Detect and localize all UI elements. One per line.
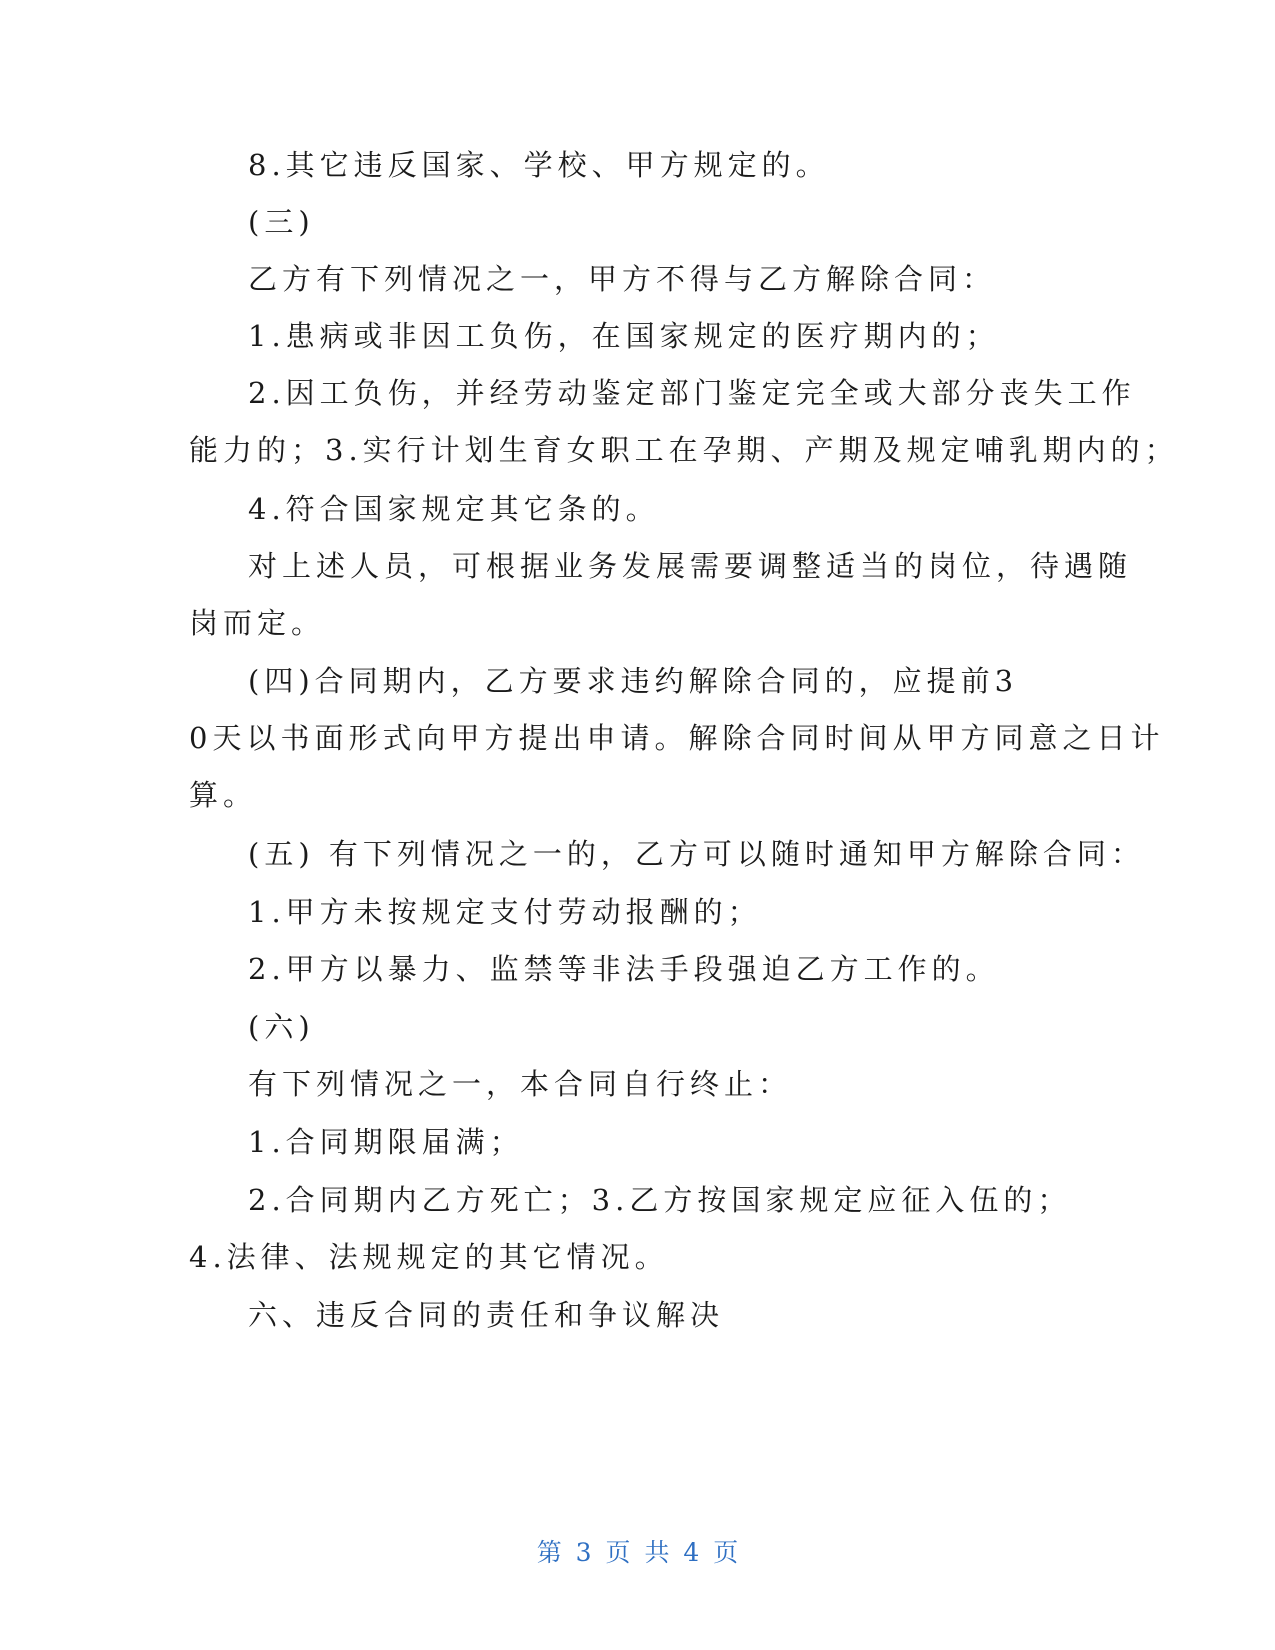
paragraph-line: 能力的；3.实行计划生育女职工在孕期、产期及规定哺乳期内的； xyxy=(189,433,1179,467)
paragraph-line: 4.符合国家规定其它条的。 xyxy=(248,492,660,526)
paragraph-line: (五) 有下列情况之一的，乙方可以随时通知甲方解除合同： xyxy=(248,837,1145,871)
paragraph-line: 2.因工负伤，并经劳动鉴定部门鉴定完全或大部分丧失工作 xyxy=(248,376,1136,410)
paragraph-line: 岗而定。 xyxy=(189,606,326,640)
section-heading-3: (三) xyxy=(248,205,315,239)
paragraph-line: 1.甲方未按规定支付劳动报酬的； xyxy=(248,895,762,929)
paragraph-line: 1.合同期限届满； xyxy=(248,1125,524,1159)
paragraph-line: 算。 xyxy=(189,778,258,812)
page-number-footer: 第 3 页 共 4 页 xyxy=(536,1538,739,1567)
paragraph-line: 8.其它违反国家、学校、甲方规定的。 xyxy=(248,148,830,182)
chapter-heading: 六、违反合同的责任和争议解决 xyxy=(248,1298,725,1332)
paragraph-line: 对上述人员，可根据业务发展需要调整适当的岗位，待遇随 xyxy=(248,549,1133,583)
paragraph-line: 1.患病或非因工负伤，在国家规定的医疗期内的； xyxy=(248,319,1000,353)
paragraph-line: 4.法律、法规规定的其它情况。 xyxy=(189,1240,669,1274)
paragraph-line: 乙方有下列情况之一，甲方不得与乙方解除合同： xyxy=(248,262,997,296)
section-heading-6: (六) xyxy=(248,1010,315,1044)
paragraph-line: 2.甲方以暴力、监禁等非法手段强迫乙方工作的。 xyxy=(248,952,1000,986)
paragraph-line: 有下列情况之一，本合同自行终止： xyxy=(248,1067,793,1101)
paragraph-line: 0天以书面形式向甲方提出申请。解除合同时间从甲方同意之日计 xyxy=(189,721,1165,755)
paragraph-line: 2.合同期内乙方死亡；3.乙方按国家规定应征入伍的； xyxy=(248,1183,1072,1217)
paragraph-line: (四)合同期内，乙方要求违约解除合同的，应提前3 xyxy=(248,664,1019,698)
